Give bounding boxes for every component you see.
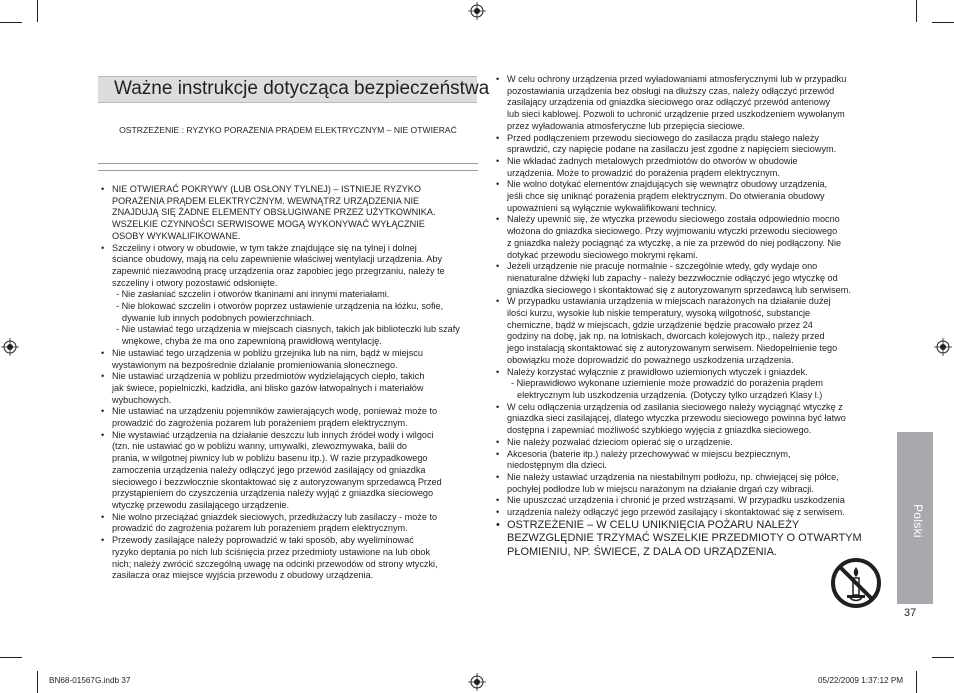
text-line: Przed podłączeniem przewodu sieciowego do zasilacza prądu stałego należy (507, 132, 819, 143)
text-line: WSZELKIE CZYNNOŚCI SERWISOWE MOGĄ WYKONYWAĆ WYŁĄCZNIE (112, 219, 425, 230)
divider (98, 163, 478, 164)
text-line: godziny na dobę, jak np. na lotniskach, dworcach kolejowych itp., należy przed (507, 331, 825, 342)
bullet-mark: • (101, 511, 105, 522)
text-line: Nie wolno przeciążać gniazdek sieciowych, przedłużaczy lub zasilaczy - może to (112, 511, 438, 522)
list-item (98, 289, 476, 301)
crop-mark (916, 0, 917, 22)
text-line: NIE OTWIERAĆ POKRYWY (LUB OSŁONY TYLNEJ) – ISTNIEJE RYZYKO (112, 184, 421, 194)
crop-mark (932, 22, 954, 23)
text-line: wybuchowych. (112, 394, 172, 405)
crop-mark (932, 657, 954, 658)
text-line: Nie ustawiać urządzenia w pobliżu przedmiotów wydzielających ciepło, takich (112, 371, 425, 382)
language-tab (897, 432, 933, 604)
text-line: prowadzić do zagrożenia pożarem lub porażeniem prądem elektrycznym. (112, 523, 408, 534)
left-safety-list (98, 184, 476, 582)
bullet-mark: • (496, 366, 500, 377)
list-item (98, 184, 476, 243)
registration-mark-icon (468, 673, 486, 691)
text-line: - Nie blokować szczelin i otworów poprzez ustawienie urządzenia na łóżku, sofie, (116, 301, 444, 312)
list-item (493, 156, 885, 179)
list-item (98, 371, 476, 406)
page-number: 37 (904, 607, 917, 619)
text-line: ilości kurzu, wysokie lub niskie temperatury, wysoką wilgotność, substancje (507, 308, 811, 319)
text-line: pozostawiania urządzenia bez obsługi na dłuższy czas, należy odłączyć przewód (507, 85, 835, 96)
text-line: Nie ustawiać tego urządzenia w pobliżu grzejnika lub na nim, bądź w miejscu (112, 347, 423, 358)
text-line: (tzn. nie ustawiać go w pobliżu wanny, umywalki, zlewozmywaka, balii do (112, 441, 407, 452)
list-item (98, 430, 476, 512)
text-line: BEZWZGLĘDNIE TRZYMAĆ WSZELKIE PRZEDMIOTY O OTWARTYM (507, 532, 862, 545)
bullet-mark: • (496, 436, 500, 447)
crop-mark (0, 22, 22, 23)
page-title-bar (98, 76, 490, 103)
list-item (98, 301, 476, 324)
registration-mark-icon (468, 2, 486, 20)
list-item (493, 472, 885, 495)
text-line: ryzyko deptania po nich lub ściśnięcia przez przedmioty ustawione na lub obok (112, 546, 431, 557)
registration-mark-icon (934, 338, 952, 356)
text-line: - Nie ustawiać tego urządzenia w miejscach ciasnych, takich jak biblioteczki lub szafy (116, 324, 460, 335)
list-item (98, 406, 476, 429)
list-item (493, 367, 885, 379)
text-line: obowiązku może doprowadzić do poważnego uszkodzenia urządzenia. (507, 354, 794, 365)
bullet-mark: • (496, 179, 500, 190)
text-line: pochyłej podłodze lub w miejscu narażonym na działanie drgań czy wibracji. (507, 483, 814, 494)
text-line: włożona do gniazdka sieciowego. Przy wyjmowaniu wtyczki przewodu sieciowego (507, 226, 838, 237)
bullet-mark: • (496, 155, 500, 166)
text-line: ZNAJDUJĄ SIĘ ŻADNE ELEMENTY OBSŁUGIWANE PRZEZ UŻYTKOWNIKA. (112, 207, 436, 218)
text-line: PORAŻENIA PRĄDEM ELEKTRYCZNYM. WEWNĄTRZ URZĄDZENIA NIE (112, 195, 420, 206)
text-line: urządzenia należy odłączyć jego przewód zasilający i skontaktować się z serwisem. (507, 507, 845, 518)
text-line: chemiczne, bądź w miejscach, gdzie urządzenie będzie pracowało przez 24 (507, 319, 813, 330)
text-line: Nie ustawiać na urządzeniu pojemników zawierających wodę, ponieważ może to (112, 406, 438, 417)
text-line: Jeżeli urządzenie nie pracuje normalnie - szczególnie wtedy, gdy wydaje ono (507, 261, 818, 272)
list-item (493, 378, 885, 401)
text-line: wystawionym na bezpośrednie działanie promieniowania słonecznego. (112, 359, 398, 370)
bullet-mark: • (496, 518, 500, 531)
bullet-mark: • (496, 214, 500, 225)
crop-mark (0, 657, 22, 658)
text-line: przez wyładowania atmosferyczne lub przepięcia sieciowe. (507, 120, 745, 131)
text-line: nienaturalne dźwięki lub zapachy - należy bezzwłocznie odłączyć jego wtyczkę od (507, 272, 838, 283)
text-line: gniazdka sieciowego i skontaktować się z autoryzowanym sprzedawcą lub serwisem. (507, 284, 851, 295)
text-line: OSTRZEŻENIE – W CELU UNIKNIĘCIA POŻARU NALEŻY (507, 518, 800, 531)
text-line: zamoczenia urządzenia należy odłączyć jego przewód zasilający od gniazdka (112, 464, 426, 475)
text-line: Nie upuszczać urządzenia i chronić je przed wstrząsami. W przypadku uszkodzenia (507, 495, 845, 506)
text-line: upoważnieni są wyłącznie wykwalifikowani technicy. (507, 202, 717, 213)
bullet-mark: • (101, 242, 105, 253)
bullet-mark: • (496, 401, 500, 412)
bullet-mark: • (496, 132, 500, 143)
text-line: dywanie lub innych podobnych powierzchniach. (122, 312, 315, 323)
text-line: przystąpieniem do czyszczenia urządzenia należy wyjąć z gniazdka sieciowego (112, 488, 434, 499)
text-line: urządzenia. Może to prowadzić do porażenia prądem elektrycznym. (507, 167, 780, 178)
list-item (493, 402, 885, 437)
text-line: Akcesoria (baterie itp.) należy przechowywać w miejscu bezpiecznym, (507, 448, 791, 459)
text-line: W przypadku ustawiania urządzenia w miejscach narażonych na działanie dużej (507, 296, 831, 307)
bullet-mark: • (496, 448, 500, 459)
text-line: zasilający urządzenia od gniazdka sieciowego oraz odłączyć przewód antenowy (507, 97, 831, 108)
list-item (493, 179, 885, 214)
text-line: sieciowego i bezzwłocznie skontaktować się z autoryzowanym sprzedawcą Przed (112, 476, 442, 487)
divider (98, 170, 478, 171)
text-line: ściance obudowy, mają na celu zapewnienie właściwej wentylacji urządzenia. Aby (112, 254, 443, 265)
bullet-mark: • (101, 429, 105, 440)
list-item (98, 324, 476, 347)
text-line: Należy korzystać wyłącznie z prawidłowo uziemionych wtyczek i gniazdek. (507, 366, 808, 377)
no-open-flame-icon (823, 556, 889, 610)
text-line: prania, w wilgotnej piwnicy lub w pobliżu basenu itp.). W razie przypadkowego (112, 453, 428, 464)
list-item (493, 214, 885, 261)
bullet-mark: • (496, 495, 500, 506)
bullet-mark: • (101, 406, 105, 417)
text-line: nich; należy zwrócić szczególną uwagę na odcinki przewodów od strony wtyczki, (112, 558, 438, 569)
text-line: jeśli chce się uniknąć porażenia prądem elektrycznym. Do otwierania obudowy (507, 191, 825, 202)
list-item (493, 437, 885, 449)
text-line: wnękowe, chyba że ma ono zapewnioną prawidłową wentylację. (122, 336, 382, 347)
right-safety-list (493, 74, 885, 560)
text-line: elektrycznym lub uszkodzenia urządzenia. (Dotyczy tylko urządzeń Klasy l.) (517, 389, 823, 400)
text-line: zasilacza oraz miejsce wyjścia przewodu z obudowy urządzenia. (112, 570, 374, 581)
warning-subtitle: OSTRZEŻENIE : RYZYKO PORAŻENIA PRĄDEM ELEKTRYCZNYM – NIE OTWIERAĆ (119, 125, 457, 135)
language-tab-label: Polski (910, 504, 925, 538)
text-line: Nie wolno dotykać elementów znajdujących się wewnątrz obudowy urządzenia, (507, 179, 828, 190)
text-line: prowadzić do zagrożenia pożarem lub porażeniem prądem elektrycznym. (112, 418, 408, 429)
list-item (98, 348, 476, 371)
list-item (493, 261, 885, 296)
text-line: - Nieprawidłowo wykonane uziemienie może prowadzić do porażenia prądem (511, 378, 823, 389)
list-item (493, 495, 885, 507)
crop-mark (916, 671, 917, 693)
text-line: jak świece, popielniczki, kadzidła, ani blisko gazów łatwopalnych i materiałów (112, 382, 424, 393)
bullet-mark: • (496, 296, 500, 307)
text-line: szczeliny i otwory pozostawić odsłonięte. (112, 277, 278, 288)
bullet-mark: • (496, 507, 500, 518)
text-line: Przewody zasilające należy poprowadzić w taki sposób, aby wyeliminować (112, 535, 414, 546)
text-line: dostępna i zapewniać możliwość szybkiego wyjęcia z gniazdka sieciowego. (507, 425, 812, 436)
bullet-mark: • (496, 74, 500, 84)
bullet-mark: • (101, 347, 105, 358)
text-line: wtyczkę przewodu zasilającego urządzenie. (112, 499, 290, 510)
text-line: Nie wkładać żadnych metalowych przedmiotów do otworów w obudowie (507, 155, 798, 166)
crop-mark (37, 0, 38, 22)
bullet-mark: • (101, 371, 105, 382)
text-line: Nie należy pozwalać dzieciom opierać się o urządzenie. (507, 436, 733, 447)
crop-mark (37, 671, 38, 693)
registration-mark-icon (1, 338, 19, 356)
text-line: W celu odłączenia urządzenia od zasilania sieciowego należy wyciągnąć wtyczkę z (507, 401, 843, 412)
list-item (493, 449, 885, 472)
list-item (493, 507, 885, 519)
text-line: OSOBY WYKWALIFIKOWANE. (112, 230, 241, 241)
bullet-mark: • (101, 535, 105, 546)
text-line: W celu ochrony urządzenia przed wyładowaniami atmosferycznymi lub w przypadku (507, 74, 847, 84)
footer-file-info: BN68-01567G.indb 37 (49, 676, 131, 685)
list-item (493, 74, 885, 133)
text-line: dotykać przewodu sieciowego mokrymi rękami. (507, 249, 698, 260)
list-item (493, 133, 885, 156)
list-item (493, 296, 885, 366)
text-line: lub sieci kablowej. Pozwoli to uchronić urządzenie przed uszkodzeniem wywołanym (507, 109, 845, 120)
text-line: PŁOMIENIU, NP. ŚWIECE, Z DALA OD URZĄDZENIA. (507, 545, 777, 558)
footer-timestamp: 05/22/2009 1:37:12 PM (818, 676, 904, 685)
text-line: gniazdka sieci zasilającej, dlatego wtyczka przewodu sieciowego powinna być łatwo (507, 413, 846, 424)
list-item (98, 512, 476, 535)
text-line: zapewnić niezawodną pracę urządzenia oraz zapobiec jego przegrzaniu, należy te (112, 265, 445, 276)
text-line: niedostępnym dla dzieci. (507, 460, 607, 471)
list-item (98, 243, 476, 290)
text-line: Szczeliny i otwory w obudowie, w tym także znajdujące się na tylnej i dolnej (112, 242, 417, 253)
text-line: sprawdzić, czy napięcie podane na zasilaczu jest zgodne z napięciem sieciowym. (507, 144, 837, 155)
list-item (98, 535, 476, 582)
text-line: Należy upewnić się, że wtyczka przewodu sieciowego została odpowiednio mocno (507, 214, 840, 225)
text-line: z gniazdka należy pociągnąć za wtyczkę, a nie za przewód do niej podłączony. Nie (507, 237, 842, 248)
bullet-mark: • (496, 471, 500, 482)
bullet-mark: • (496, 261, 500, 272)
bullet-mark: • (101, 184, 105, 194)
list-item (493, 519, 885, 560)
text-line: Nie należy ustawiać urządzenia na niestabilnym podłożu, np. chwiejącej się półce, (507, 471, 839, 482)
page-title: Ważne instrukcje dotycząca bezpieczeństwa (114, 78, 490, 99)
text-line: Nie wystawiać urządzenia na działanie deszczu lub innych źródeł wody i wilgoci (112, 429, 434, 440)
text-line: jego instalacją skontaktować się z autoryzowanym serwisem. Niedopełnienie tego (507, 343, 838, 354)
text-line: - Nie zasłaniać szczelin i otworów tkaninami ani innymi materiałami. (116, 289, 390, 300)
